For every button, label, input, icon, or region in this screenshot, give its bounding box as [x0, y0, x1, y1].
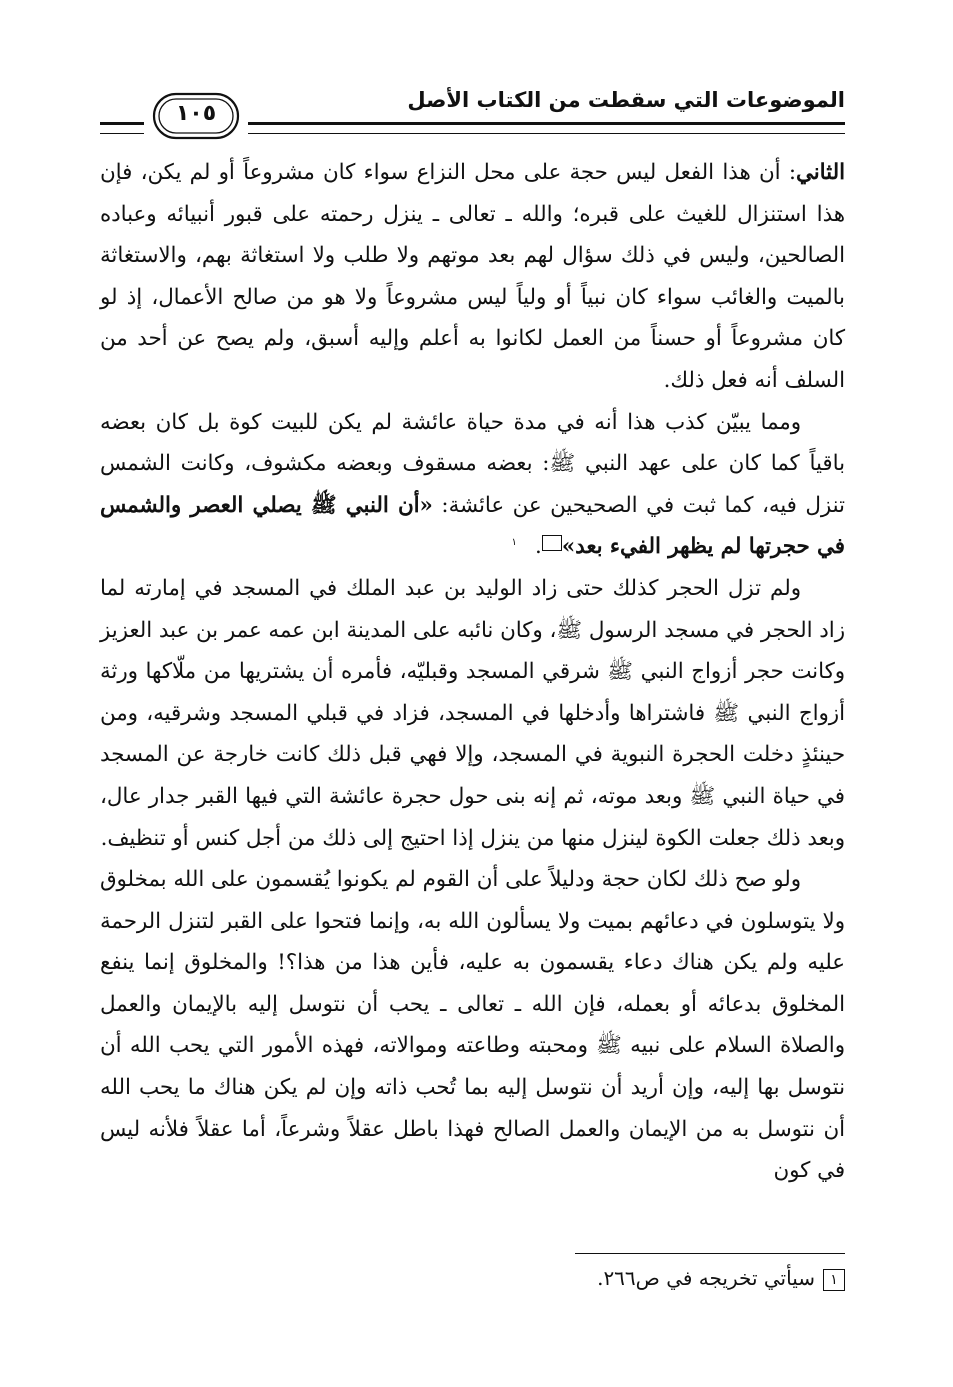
page-number-badge	[152, 92, 240, 140]
paragraph-3-text: ولم تزل الحجر كذلك حتى زاد الوليد بن عبد الملك في المسجد في إمارته لما زاد الحجر في مسجد الرسول ﷺ، وكان نائبه على المدينة ابن عمه عمر بن عبد العزيز وكانت حجر أزواج النبي ﷺ شرقي المسجد وقبليّه، فأمره أن يشتريها من ملّاكها ورثة أزواج النبي ﷺ فاشتراها وأدخلها في المسجد، فزاد في قبلي المسجد وشرقيه، ومن حينئذٍ دخلت الحجرة النبوية في المسجد، وإلا فهي قبل ذلك كانت خارجة عن المسجد في حياة النبي ﷺ وبعد موته، ثم إنه بنى حول حجرة عائشة التي فيها القبر جدار عال، وبعد ذلك جعلت الكوة لينزل منها من ينزل إذا احتيج إلى ذلك من أجل كنس أو تنظيف.	[100, 575, 845, 851]
paragraph-4-text: ولو صح ذلك لكان حجة ودليلاً على أن القوم لم يكونوا يُقسمون على الله بمخلوق ولا يتوسلون في دعائهم بميت ولا يسألون الله به، وإنما فتحوا على القبر لتنزل الرحمة عليه ولم يكن هناك دعاء يقسمون به عليه، فأين هذا من هذا؟! والمخلوق إنما ينفع المخلوق بدعائه أو بعمله، فإن الله ـ تعالى ـ يحب أن نتوسل إليه بالإيمان والعمل والصلاة السلام على نبيه ﷺ ومحبته وطاعته وموالاته، فهذه الأمور التي يحب الله أن نتوسل بها إليه، وإن أريد أن نتوسل إليه بما تُحب ذاته وإن لم يكن هناك ما يحب الله أن نتوسل به من الإيمان والعمل الصالح فهذا باطل عقلاً وشرعاً، أما عقلاً فلأنه ليس في كون	[100, 867, 845, 1184]
header-title: الموضوعات التي سقطت من الكتاب الأصل	[407, 88, 845, 112]
footnote-number: ١	[823, 1269, 845, 1291]
header-rule-left	[100, 122, 144, 134]
paragraph-2-text: ومما يبيّن كذب هذا أنه في مدة حياة عائشة لم يكن للبيت كوة بل كان بعضه باقياً كما كان على عهد النبي ﷺ: بعضه مسقوف وبعضه مكشوف، وكانت الشمس تنزل فيه، كما ثبت في الصحيحين عن عائشة:	[100, 409, 845, 518]
paragraph-1-text: : أن هذا الفعل ليس حجة على محل النزاع سواء كان مشروعاً أو لم يكن، فإن هذا استنزال للغيث على قبره؛ والله ـ تعالى ـ ينزل رحمته على قبور أنبيائه وعباده الصالحين، وليس في ذلك سؤال لهم بعد موتهم ولا طلب ولا استغاثة بهم، والاستغاثة بالميت والغائب سواء كان نبياً أو ولياً ليس مشروعاً ولا هو من صالح الأعمال، إذ لو كان مشروعاً أو حسناً من العمل لكانوا به أعلم وإليه أسبق، ولم يصح عن أحد من السلف أنه فعل ذلك.	[100, 160, 845, 393]
paragraph-4	[100, 859, 845, 1192]
paragraph-1-lead: الثاني	[796, 160, 845, 185]
footnote	[597, 1266, 845, 1291]
paragraph-2-end: .	[535, 534, 542, 560]
page-number: ١٠٥	[175, 101, 217, 126]
footnote-reference[interactable]: ١	[542, 535, 562, 551]
footnote-text: سيأتي تخريجه في ص٢٦٦.	[597, 1266, 815, 1290]
paragraph-2	[100, 402, 845, 568]
header-rule	[248, 122, 845, 134]
paragraph-1	[100, 152, 845, 402]
body-text	[100, 152, 845, 1192]
page-header	[100, 78, 845, 148]
hadith-quote: «أن النبي ﷺ يصلي العصر والشمس في حجرتها لم يظهر الفيء بعد»	[100, 492, 845, 560]
footnote-rule	[575, 1253, 845, 1254]
paragraph-3	[100, 568, 845, 859]
